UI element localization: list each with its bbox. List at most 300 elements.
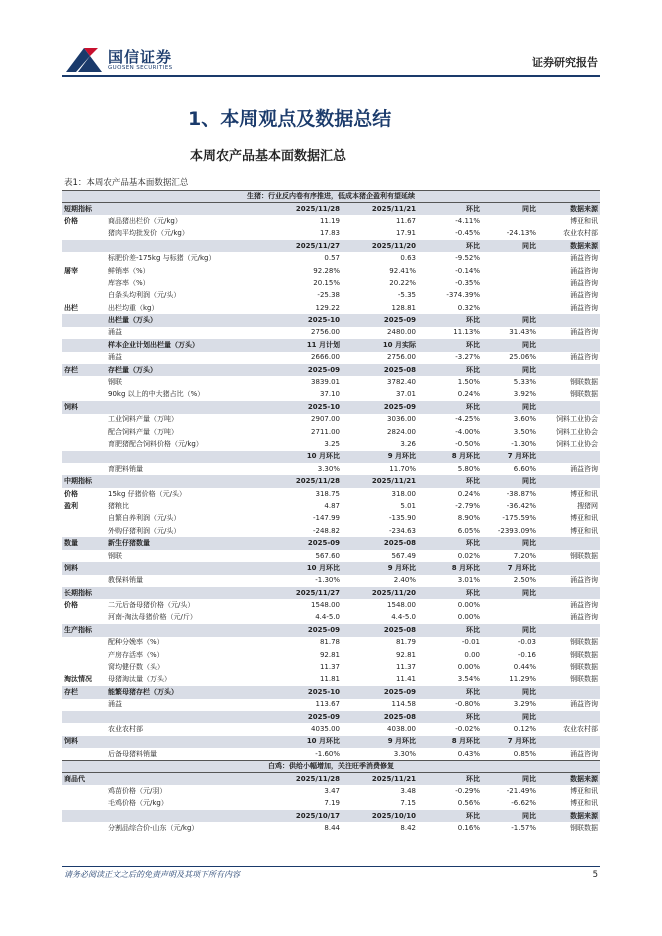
table-cell: 淘汰情况 [64, 675, 92, 684]
table-cell: 2025-10 [244, 401, 342, 413]
table-cell: 2025-09 [342, 401, 418, 413]
logo-text-en: GUOSEN SECURITIES [108, 65, 173, 71]
table-cell: 4035.00 [311, 724, 340, 733]
table-cell: -4.25% [455, 415, 480, 424]
table-cell [538, 364, 600, 376]
table-cell: 饲料工业协会 [556, 440, 599, 448]
table-cell [62, 649, 106, 661]
table-cell: 环比 [418, 624, 482, 636]
table-cell [62, 327, 106, 339]
table-cell: 猪粮比 [108, 501, 129, 510]
table-cell: -25.38 [317, 291, 340, 300]
table-cell: 环比 [418, 587, 482, 599]
table-cell: 同比 [482, 401, 538, 413]
table-cell [482, 215, 538, 227]
table-cell: 白条头均利润（元/头） [108, 291, 181, 300]
table-cell: 8 月环比 [418, 562, 482, 574]
table-cell: 4038.00 [387, 724, 416, 733]
table-row [62, 228, 600, 240]
table-cell: 钢联数据 [570, 824, 599, 833]
table-cell: 2025/11/21 [342, 773, 418, 785]
table-cell: 2.40% [393, 576, 416, 585]
table-cell [62, 711, 106, 723]
table-cell [538, 736, 600, 748]
table-cell: -248.82 [312, 526, 340, 535]
table-cell: 育肥猪配合饲料价格（元/kg） [108, 440, 203, 448]
table-cell: 涌益咨询 [570, 700, 599, 709]
table-cell [62, 426, 106, 438]
table-cell: 0.00% [457, 663, 480, 672]
table-cell: 3036.00 [387, 415, 416, 424]
table-cell: -9.52% [455, 254, 480, 263]
table-cell: 饲料工业协会 [556, 427, 599, 436]
table-row [62, 488, 600, 500]
table-cell [62, 637, 106, 649]
table-cell: -1.30% [511, 440, 536, 448]
table-cell: 钢联数据 [570, 551, 599, 560]
table-cell [62, 376, 106, 388]
table-cell: 4.4-5.0 [315, 613, 340, 622]
subsection-title: 本周农产品基本面数据汇总 [190, 149, 347, 164]
table-cell: 猪肉平均批发价（元/kg） [108, 229, 189, 238]
table-cell: 318.00 [391, 489, 416, 498]
table-cell: 搜猪网 [577, 501, 599, 510]
table-cell: 2025/11/28 [244, 773, 342, 785]
table-cell: -1.57% [511, 824, 536, 833]
table-cell: 92.28% [313, 266, 340, 275]
table-cell: 中期指标 [62, 475, 106, 487]
table-cell: -1.30% [315, 576, 340, 585]
table-cell: 育肥料销量 [108, 464, 143, 473]
table-cell: 7 月环比 [482, 736, 538, 748]
table-cell: 2907.00 [311, 415, 340, 424]
table-cell: 涌益咨询 [570, 749, 599, 758]
table-row [62, 599, 600, 611]
table-cell: -24.13% [506, 229, 536, 238]
table-cell [62, 290, 106, 302]
table-cell: 7 月环比 [482, 562, 538, 574]
table-cell: 2025/11/20 [342, 240, 418, 252]
table-cell: 11.67 [395, 216, 416, 225]
table-cell: 7.20% [513, 551, 536, 560]
table-cell: -2393.09% [497, 526, 536, 535]
table-cell: 318.75 [315, 489, 340, 498]
table-cell: 毛鸡价格（元/kg） [108, 799, 168, 808]
table-cell: 0.24% [457, 390, 480, 399]
table-cell [482, 277, 538, 289]
table-row [62, 215, 600, 227]
table-cell: 存栏量（万头） [106, 364, 244, 376]
table-cell [538, 624, 600, 636]
page-number: 5 [592, 870, 598, 880]
table-cell: 钢联数据 [570, 650, 599, 659]
table-cell: -0.29% [455, 786, 480, 795]
footer-divider [62, 866, 600, 867]
table-cell: 2756.00 [387, 353, 416, 362]
table-cell: 钢联数据 [570, 378, 599, 387]
table-cell: 11.41 [395, 675, 416, 684]
data-table-body [62, 191, 600, 835]
table-cell: 11 月计划 [244, 339, 342, 351]
table-cell: 2480.00 [387, 328, 416, 337]
table-cell: 8.90% [457, 514, 480, 523]
logo-text-cn: 国信证券 [108, 48, 173, 66]
table-cell: -135.90 [388, 514, 416, 523]
table-cell: 0.02% [457, 551, 480, 560]
table-cell: 15kg 仔猪价格（元/头） [108, 489, 186, 498]
table-cell: 环比 [418, 364, 482, 376]
table-cell: 涌益咨询 [570, 464, 599, 473]
table-cell: 博亚和讯 [570, 526, 599, 535]
table-row [62, 822, 600, 834]
table-cell: 价格 [64, 601, 78, 610]
table-cell: 同比 [482, 810, 538, 822]
table-cell: 2.50% [513, 576, 536, 585]
table-row [62, 748, 600, 760]
table-cell: 配合饲料产量（万吨） [108, 427, 178, 436]
table-row [62, 426, 600, 438]
table-cell: 0.85% [513, 749, 536, 758]
table-cell: 8.44 [324, 824, 340, 833]
table-cell: 数量 [62, 537, 106, 549]
table-cell: 环比 [418, 686, 482, 698]
table-cell: 农业农村部 [563, 229, 599, 238]
table-section-header [62, 760, 600, 772]
table-cell: 20.22% [389, 278, 416, 287]
table-cell [106, 240, 244, 252]
table-cell: 10 月环比 [244, 451, 342, 463]
table-cell: 4.87 [324, 501, 340, 510]
table-cell: 同比 [482, 711, 538, 723]
table-cell: 2025-09 [244, 624, 342, 636]
table-cell: 3.25 [324, 440, 340, 448]
table-row [62, 414, 600, 426]
table-row [62, 674, 600, 686]
table-cell: 11.37 [319, 663, 340, 672]
table-cell: 1548.00 [311, 601, 340, 610]
table-cell: 数据来源 [538, 240, 600, 252]
table-row [62, 550, 600, 562]
table-cell: 环比 [418, 314, 482, 326]
table-cell: -374.39% [446, 291, 480, 300]
table-cell: 9 月环比 [342, 562, 418, 574]
table-row [62, 661, 600, 673]
table-row [62, 525, 600, 537]
table-cell: 31.43% [509, 328, 536, 337]
table-section-header [62, 191, 600, 203]
table-cell: -147.99 [312, 514, 340, 523]
table-cell: 出栏量（万头） [106, 314, 244, 326]
table-cell: 长期指标 [62, 587, 106, 599]
table-cell: 17.91 [395, 229, 416, 238]
table-cell: 环比 [418, 339, 482, 351]
table-cell: -6.62% [511, 799, 536, 808]
table-cell: 0.16% [457, 824, 480, 833]
table-cell: 价格 [64, 489, 78, 498]
table-cell: 同比 [482, 686, 538, 698]
table-subheader-row [62, 711, 600, 723]
table-cell: 窝均健仔数（头） [108, 663, 164, 672]
table-row [62, 699, 600, 711]
table-row [62, 438, 600, 450]
table-subheader-row [62, 686, 600, 698]
table-cell: -0.14% [455, 266, 480, 275]
table-cell: 20.15% [313, 278, 340, 287]
table-cell [482, 302, 538, 314]
table-cell [62, 277, 106, 289]
table-cell: 10 月环比 [244, 562, 342, 574]
table-cell: 2025-10 [244, 314, 342, 326]
table-cell: 商品猪出栏价（元/kg） [108, 216, 182, 225]
table-cell [62, 463, 106, 475]
table-cell [106, 203, 244, 215]
table-cell: 钢联数据 [570, 638, 599, 647]
table-cell: 涌益咨询 [570, 266, 599, 275]
table-cell [106, 736, 244, 748]
table-cell: 钢联 [108, 551, 122, 560]
table-cell: 0.56% [457, 799, 480, 808]
table-cell: 2025/11/27 [244, 587, 342, 599]
table-cell: -38.87% [506, 489, 536, 498]
table-cell: 37.01 [395, 390, 416, 399]
table-cell: 10 月实际 [342, 339, 418, 351]
table-cell: 2025-09 [244, 711, 342, 723]
table-cell: 鸡苗价格（元/羽） [108, 786, 167, 795]
table-cell: 库容率（%） [108, 278, 150, 287]
table-cell: 外购仔猪利润（元/头） [108, 526, 181, 535]
table-row [62, 302, 600, 314]
table-cell: 92.81 [395, 650, 416, 659]
table-cell: 8 月环比 [418, 736, 482, 748]
table-cell: 涌益咨询 [570, 303, 599, 312]
table-cell: 0.44% [513, 663, 536, 672]
table-cell: 涌益咨询 [570, 291, 599, 300]
table-cell: 配种分娩率（%） [108, 638, 164, 647]
table-cell [538, 314, 600, 326]
table-row [62, 327, 600, 339]
table-cell: 涌益咨询 [570, 254, 599, 263]
table-cell: 分割品综合价-山东（元/kg） [108, 824, 199, 833]
table-cell: -234.63 [388, 526, 416, 535]
table-cell: 出栏 [64, 303, 78, 312]
table-cell: 113.67 [315, 700, 340, 709]
table-cell: 环比 [418, 475, 482, 487]
table-cell: -36.42% [506, 501, 536, 510]
table-cell: 11.81 [319, 675, 340, 684]
table-cell: 钢联数据 [570, 663, 599, 672]
table-cell: -0.45% [455, 229, 480, 238]
table-cell: 二元后备母猪价格（元/头） [108, 601, 195, 610]
table-caption: 表1：本周农产品基本面数据汇总 [64, 178, 189, 188]
header-divider [62, 75, 600, 77]
table-cell [62, 240, 106, 252]
table-cell: 产房存活率（%） [108, 650, 164, 659]
table-cell: 11.19 [319, 216, 340, 225]
table-cell: 涌益 [108, 700, 122, 709]
table-cell [106, 451, 244, 463]
table-cell: 7 月环比 [482, 451, 538, 463]
table-cell [106, 773, 244, 785]
table-cell [106, 810, 244, 822]
table-cell: 2824.00 [387, 427, 416, 436]
table-cell [62, 822, 106, 834]
table-cell: 3839.01 [311, 378, 340, 387]
table-subheader-row [62, 624, 600, 636]
logo-mark-icon [64, 44, 104, 78]
table-cell: 2025-09 [342, 314, 418, 326]
table-cell: -0.50% [455, 440, 480, 448]
table-cell: 92.81 [319, 650, 340, 659]
table-cell: -4.11% [455, 216, 480, 225]
table-cell: 饲料工业协会 [556, 415, 599, 424]
table-cell [482, 265, 538, 277]
table-row [62, 637, 600, 649]
table-cell: 2025-08 [342, 711, 418, 723]
table-cell: 环比 [418, 240, 482, 252]
table-cell: 3.50% [513, 427, 536, 436]
table-cell: -0.35% [455, 278, 480, 287]
table-cell: 涌益咨询 [570, 576, 599, 585]
table-cell: 3.54% [457, 675, 480, 684]
table-cell [62, 550, 106, 562]
table-cell: 博亚和讯 [570, 514, 599, 523]
table-cell: -5.35 [397, 291, 416, 300]
table-cell: 3.60% [513, 415, 536, 424]
table-cell [62, 389, 106, 401]
table-cell: 样本企业计划出栏量（万头） [106, 339, 244, 351]
table-cell: 2025-08 [342, 537, 418, 549]
table-cell [62, 748, 106, 760]
table-cell: 4.4-5.0 [391, 613, 416, 622]
table-cell [62, 525, 106, 537]
table-cell: 数据来源 [538, 203, 600, 215]
table-subheader-row [62, 587, 600, 599]
table-cell: 3.01% [457, 576, 480, 585]
table-cell: 同比 [482, 364, 538, 376]
table-cell [482, 290, 538, 302]
table-cell [62, 612, 106, 624]
table-cell: 同比 [482, 624, 538, 636]
table-cell [106, 624, 244, 636]
table-cell: 出栏均重（kg） [108, 303, 159, 312]
table-cell: 同比 [482, 314, 538, 326]
table-cell [482, 252, 538, 264]
table-cell: -4.00% [455, 427, 480, 436]
table-cell: 92.41% [389, 266, 416, 275]
table-cell: 环比 [418, 401, 482, 413]
table-cell: 81.79 [395, 638, 416, 647]
table-cell: 114.58 [391, 700, 416, 709]
table-cell: 钢联 [108, 378, 122, 387]
table-cell [538, 475, 600, 487]
table-row [62, 575, 600, 587]
table-cell: 2025/11/27 [244, 240, 342, 252]
table-subheader-row [62, 736, 600, 748]
table-cell: 博亚和讯 [570, 216, 599, 225]
table-cell: 同比 [482, 240, 538, 252]
table-cell: 涌益咨询 [570, 278, 599, 287]
table-cell: 涌益 [108, 328, 122, 337]
table-cell: 3.30% [393, 749, 416, 758]
table-row [62, 352, 600, 364]
table-cell: 数据来源 [538, 773, 600, 785]
table-cell: 环比 [418, 810, 482, 822]
table-cell: 2756.00 [311, 328, 340, 337]
table-cell: 农业农村部 [563, 724, 599, 733]
table-cell: 6.60% [513, 464, 536, 473]
table-cell: 环比 [418, 711, 482, 723]
table-cell: 教保料销量 [108, 576, 143, 585]
table-cell [538, 537, 600, 549]
table-cell: 5.80% [457, 464, 480, 473]
table-cell: 0.63 [400, 254, 416, 263]
table-row [62, 612, 600, 624]
table-subheader-row [62, 401, 600, 413]
table-subheader-row [62, 240, 600, 252]
table-subheader-row [62, 203, 600, 215]
table-cell: -0.16 [517, 650, 536, 659]
table-cell: 567.49 [391, 551, 416, 560]
table-cell: 10 月环比 [244, 736, 342, 748]
table-cell [482, 612, 538, 624]
table-cell: 饲料 [62, 401, 106, 413]
table-cell: 11.70% [389, 464, 416, 473]
table-row [62, 785, 600, 797]
table-cell: 3.92% [513, 390, 536, 399]
table-cell [62, 228, 106, 240]
table-row [62, 649, 600, 661]
table-cell: 7.15 [400, 799, 416, 808]
section-header-text: 生猪：行业反内卷有序推进，低成本猪企盈利有望延续 [62, 191, 600, 203]
table-cell: 1.50% [457, 378, 480, 387]
table-cell: 2025/11/28 [244, 203, 342, 215]
table-cell: 屠宰 [64, 266, 78, 275]
table-cell: 涌益咨询 [570, 601, 599, 610]
table-cell: 25.06% [509, 353, 536, 362]
table-cell: 2025-08 [342, 624, 418, 636]
table-cell [62, 575, 106, 587]
table-row [62, 513, 600, 525]
table-cell: 钢联数据 [570, 390, 599, 399]
table-cell: 2025-09 [244, 364, 342, 376]
table-cell: 短期指标 [62, 203, 106, 215]
disclaimer-link[interactable]: 请务必阅读正文之后的免责声明及其项下所有内容 [64, 870, 240, 879]
table-cell [62, 513, 106, 525]
table-cell: 博亚和讯 [570, 786, 599, 795]
table-cell: 商品代 [62, 773, 106, 785]
table-row [62, 290, 600, 302]
table-cell: 0.00% [457, 613, 480, 622]
table-cell: 价格 [64, 216, 78, 225]
table-row [62, 376, 600, 388]
table-cell: 8 月环比 [418, 451, 482, 463]
table-cell: 数据来源 [538, 810, 600, 822]
table-cell: 2025/11/21 [342, 475, 418, 487]
table-cell: 自繁自养利润（元/头） [108, 514, 181, 523]
table-cell [538, 587, 600, 599]
table-cell: 存栏 [62, 364, 106, 376]
table-cell: -0.80% [455, 700, 480, 709]
table-cell [62, 661, 106, 673]
table-cell: 3.26 [400, 440, 416, 448]
table-cell: 环比 [418, 203, 482, 215]
table-cell [106, 587, 244, 599]
table-cell [62, 810, 106, 822]
table-row [62, 389, 600, 401]
data-table [62, 190, 600, 835]
table-cell: 同比 [482, 537, 538, 549]
table-cell: 2711.00 [311, 427, 340, 436]
